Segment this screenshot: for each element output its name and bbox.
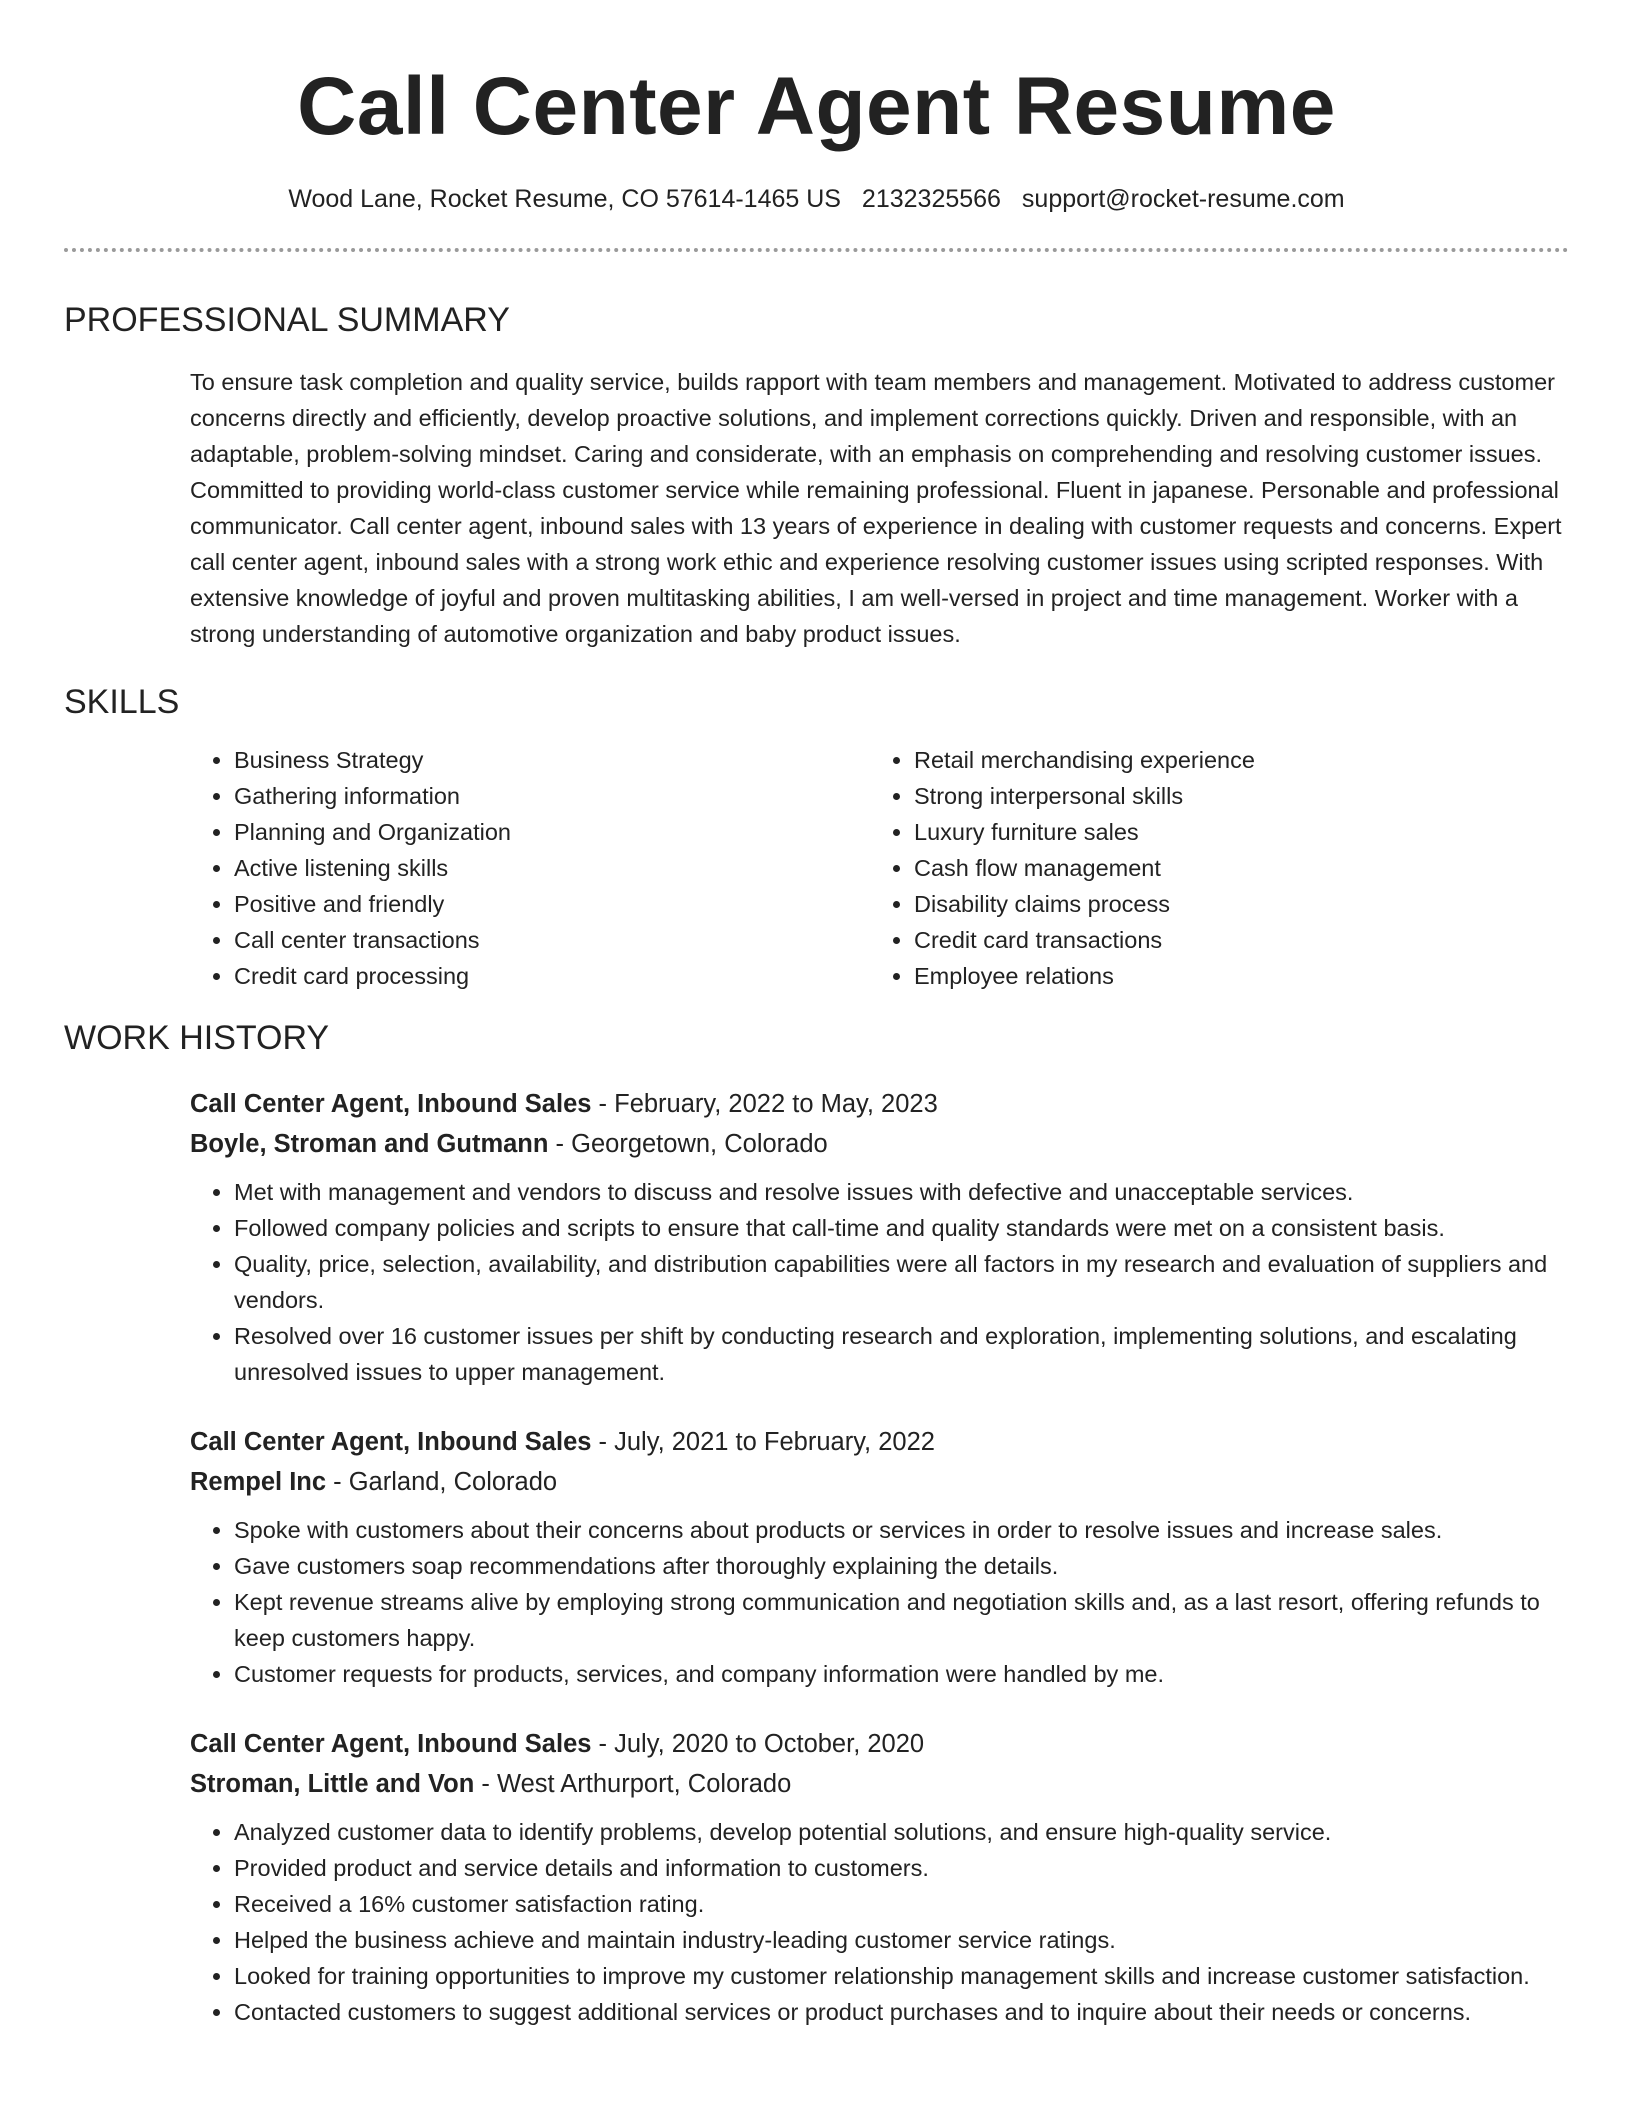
contact-email: support@rocket-resume.com xyxy=(1021,185,1345,213)
summary-heading: PROFESSIONAL SUMMARY xyxy=(64,301,510,339)
skill-item: • Cash flow management xyxy=(914,850,1550,886)
contact-address: Wood Lane, Rocket Resume, CO 57614-1465 US xyxy=(288,185,841,213)
job-bullet: • Received a 16% customer satisfaction rating. xyxy=(234,1886,1569,1922)
job-bullet: • Quality, price, selection, availability, and distribution capabilities were all factors in my research and evaluation of suppliers and vendors. xyxy=(234,1246,1569,1318)
skills-column-right xyxy=(870,742,1550,994)
skill-item: • Strong interpersonal skills xyxy=(914,778,1550,814)
header-divider xyxy=(64,248,1569,252)
skill-item: • Gathering information xyxy=(234,778,870,814)
job-company: Boyle, Stroman and Gutmann xyxy=(190,1130,549,1158)
job-location: - Georgetown, Colorado xyxy=(548,1130,828,1158)
job-dates: - July, 2020 to October, 2020 xyxy=(591,1730,925,1758)
skill-item: • Disability claims process xyxy=(914,886,1550,922)
job-role: Call Center Agent, Inbound Sales xyxy=(190,1428,592,1456)
job-bullets xyxy=(190,1512,1569,1692)
resume-title: Call Center Agent Resume xyxy=(297,61,1336,152)
skill-item: • Credit card processing xyxy=(234,958,870,994)
job-company-line xyxy=(190,1124,1569,1164)
job-bullet: • Spoke with customers about their concerns about products or services in order to resolve issues and increase sales. xyxy=(234,1512,1569,1548)
job-bullet: • Customer requests for products, services, and company information were handled by me. xyxy=(234,1656,1569,1692)
job-dates: - February, 2022 to May, 2023 xyxy=(591,1090,938,1118)
work-history-heading: WORK HISTORY xyxy=(64,1019,330,1057)
skill-item: • Active listening skills xyxy=(234,850,870,886)
job-bullet: • Analyzed customer data to identify problems, develop potential solutions, and ensure high-quality service. xyxy=(234,1814,1569,1850)
contact-phone: 2132325566 xyxy=(861,185,1001,213)
skills-list xyxy=(190,742,1569,994)
job-company-line xyxy=(190,1462,1569,1502)
job-entry xyxy=(190,1422,1569,1692)
job-company-line xyxy=(190,1764,1569,1804)
job-bullet: • Looked for training opportunities to improve my customer relationship management skills and increase customer satisfaction. xyxy=(234,1958,1569,1994)
job-bullets xyxy=(190,1174,1569,1390)
job-role: Call Center Agent, Inbound Sales xyxy=(190,1090,592,1118)
job-bullet: • Gave customers soap recommendations after thoroughly explaining the details. xyxy=(234,1548,1569,1584)
job-title-line xyxy=(190,1084,1569,1124)
resume-page xyxy=(64,0,1569,2030)
job-role: Call Center Agent, Inbound Sales xyxy=(190,1730,592,1758)
skill-item: • Positive and friendly xyxy=(234,886,870,922)
skills-heading: SKILLS xyxy=(64,683,180,721)
job-bullet: • Kept revenue streams alive by employing strong communication and negotiation skills and, as a last resort, offering refunds to keep customers happy. xyxy=(234,1584,1569,1656)
job-company: Stroman, Little and Von xyxy=(190,1770,475,1798)
job-bullet: • Provided product and service details and information to customers. xyxy=(234,1850,1569,1886)
skills-column-left xyxy=(190,742,870,994)
job-location: - West Arthurport, Colorado xyxy=(474,1770,792,1798)
skill-item: • Luxury furniture sales xyxy=(914,814,1550,850)
job-title-line xyxy=(190,1724,1569,1764)
summary-text: To ensure task completion and quality service, builds rapport with team members and management. Motivated to address customer concerns directly and efficiently, develop proactive solutions, and implement corrections quickly. Driven and responsible, with an adaptable, problem-solving mindset. Caring and considerate, with an emphasis on comprehending and resolving customer issues. Committed to providing world-class customer service while remaining professional. Fluent in japanese. Personable and professional communicator. Call center agent, inbound sales with 13 years of experience in dealing with customer requests and concerns. Expert call center agent, inbound sales with a strong work ethic and experience resolving customer issues using scripted responses. With extensive knowledge of joyful and proven multitasking abilities, I am well-versed in project and time management. Worker with a strong understanding of automotive organization and baby product issues. xyxy=(190,369,1562,647)
skill-item: • Call center transactions xyxy=(234,922,870,958)
job-bullet: • Helped the business achieve and maintain industry-leading customer service ratings. xyxy=(234,1922,1569,1958)
job-bullets xyxy=(190,1814,1569,2030)
skill-item: • Business Strategy xyxy=(234,742,870,778)
job-entry xyxy=(190,1724,1569,2030)
contact-line xyxy=(64,182,1569,216)
skill-item: • Credit card transactions xyxy=(914,922,1550,958)
job-bullet: • Followed company policies and scripts to ensure that call-time and quality standards were met on a consistent basis. xyxy=(234,1210,1569,1246)
job-entry xyxy=(190,1084,1569,1390)
skill-item: • Retail merchandising experience xyxy=(914,742,1550,778)
skill-item: • Planning and Organization xyxy=(234,814,870,850)
job-bullet: • Contacted customers to suggest additional services or product purchases and to inquire about their needs or concerns. xyxy=(234,1994,1569,2030)
job-title-line xyxy=(190,1422,1569,1462)
job-bullet: • Met with management and vendors to discuss and resolve issues with defective and unacceptable services. xyxy=(234,1174,1569,1210)
job-bullet: • Resolved over 16 customer issues per shift by conducting research and exploration, implementing solutions, and escalating unresolved issues to upper management. xyxy=(234,1318,1569,1390)
job-location: - Garland, Colorado xyxy=(326,1468,558,1496)
skill-item: • Employee relations xyxy=(914,958,1550,994)
job-company: Rempel Inc xyxy=(190,1468,327,1496)
job-dates: - July, 2021 to February, 2022 xyxy=(591,1428,935,1456)
